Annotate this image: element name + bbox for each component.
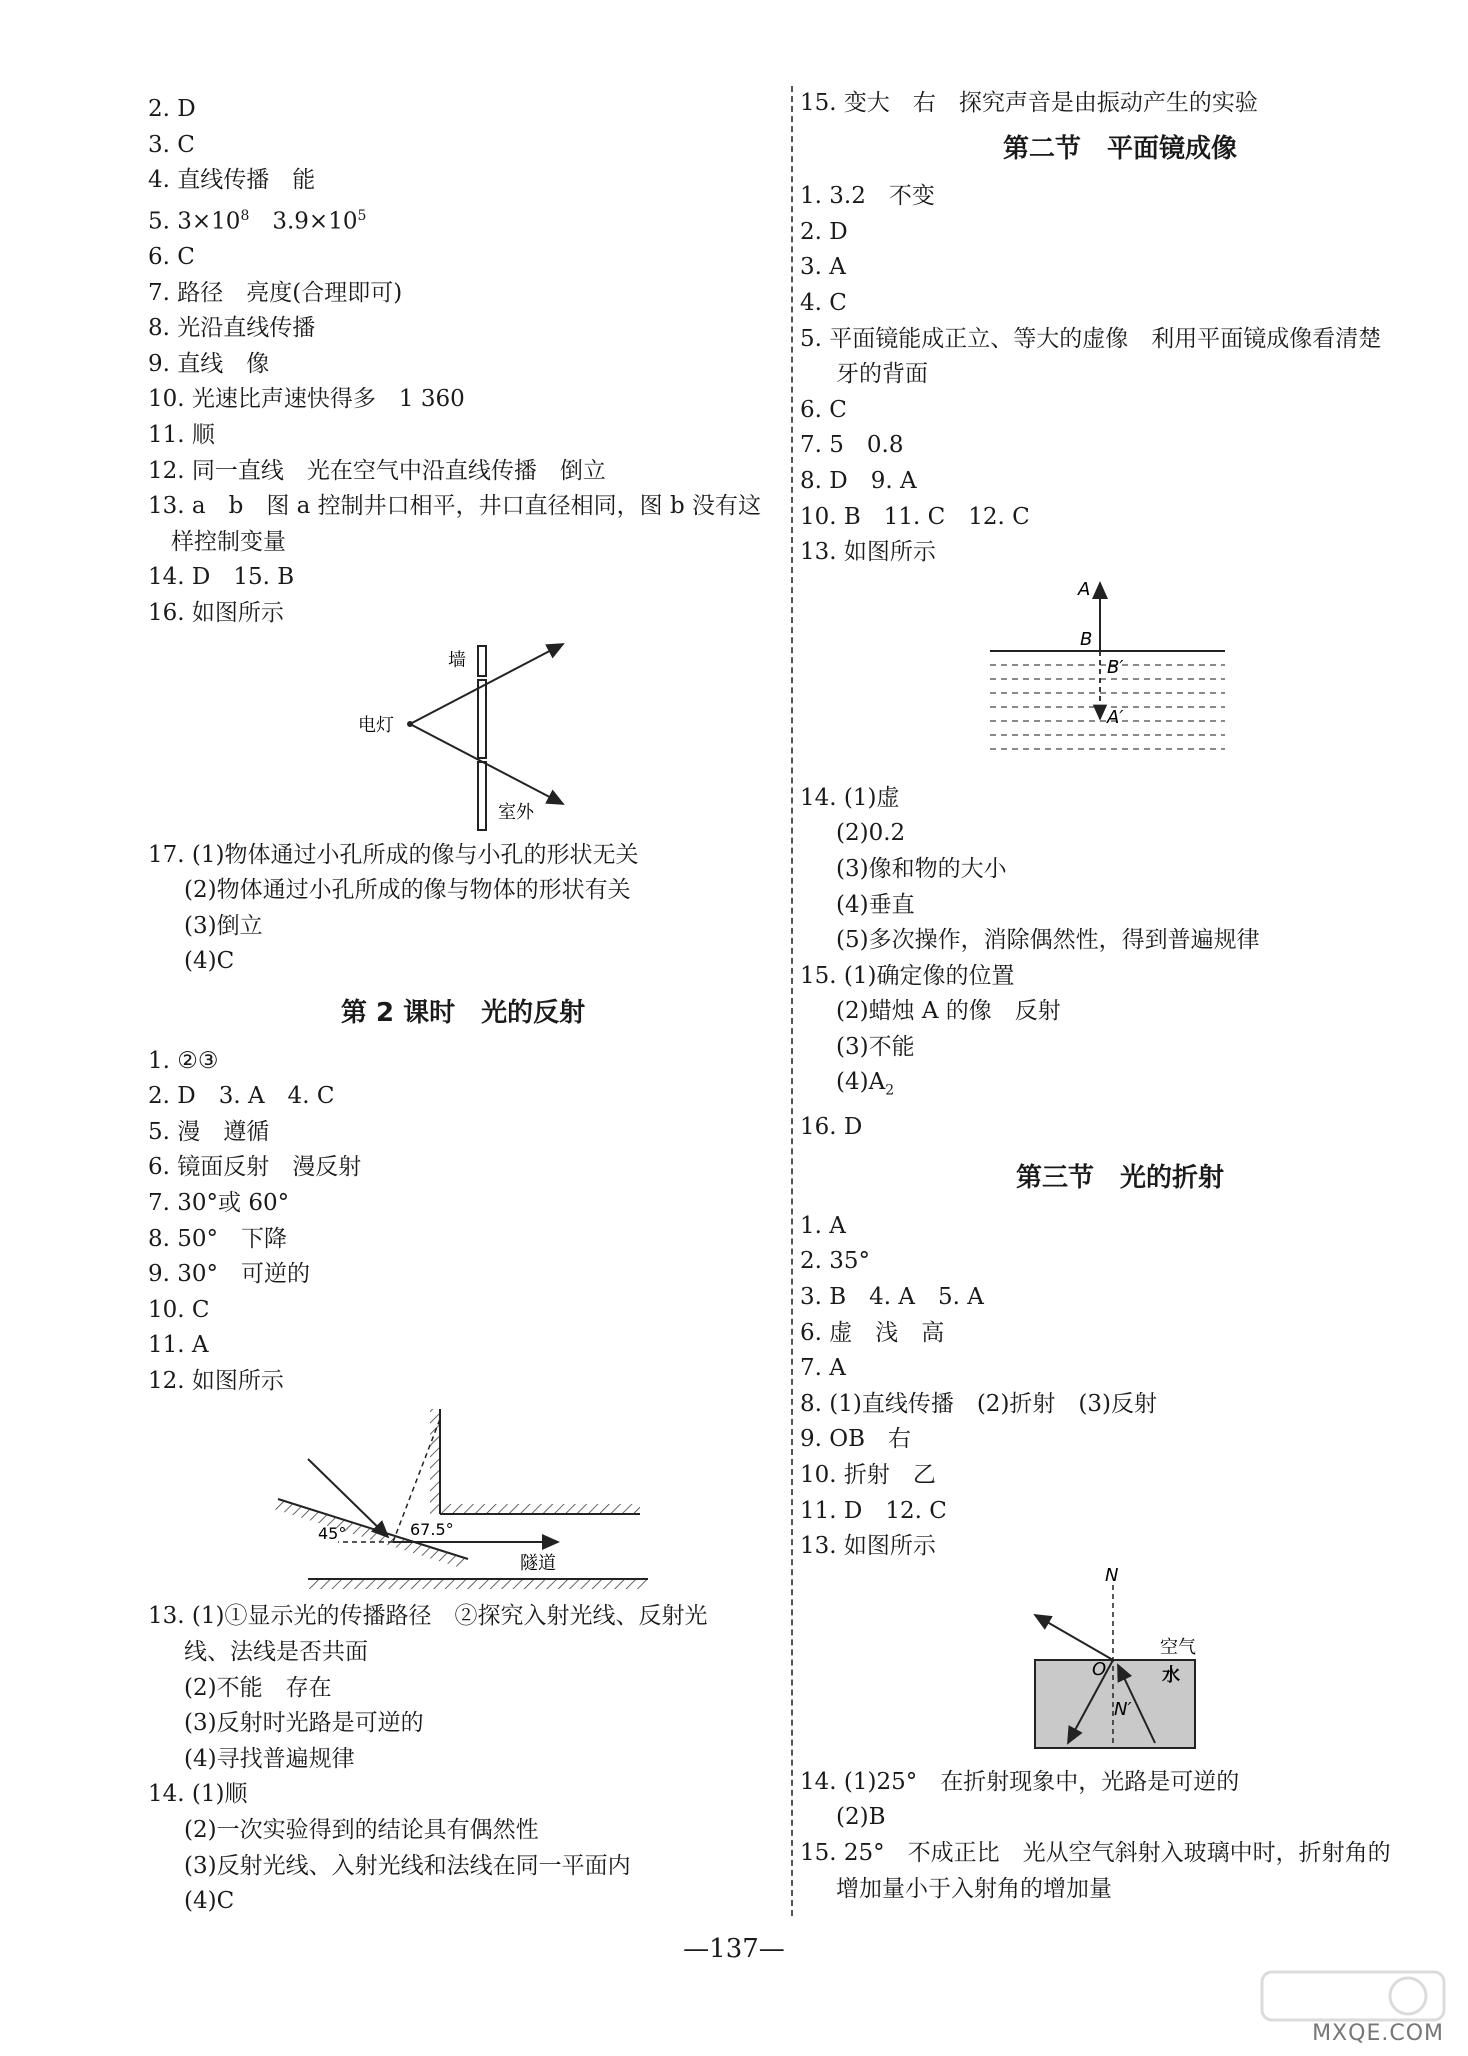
wall-label: 墙 xyxy=(448,649,466,671)
answer-line: 14. D 15. B xyxy=(148,564,295,591)
answer-line: (4)寻找普遍规律 xyxy=(184,1745,355,1772)
answer-line: 14. (1)顺 xyxy=(148,1781,248,1808)
answer-line: (3)像和物的大小 xyxy=(836,855,1007,882)
answer-line: (3)倒立 xyxy=(184,912,263,939)
answer-line: 9. 30° 可逆的 xyxy=(148,1261,311,1288)
answer-line: 6. 虚 浅 高 xyxy=(800,1319,945,1346)
answer-line: 15. (1)确定像的位置 xyxy=(800,962,1015,989)
water-label: 水 xyxy=(1162,1664,1180,1686)
answer-line: 10. 折射 乙 xyxy=(800,1462,936,1488)
refracted-out-ray xyxy=(1035,1615,1113,1660)
answer-line: 12. 同一直线 光在空气中沿直线传播 倒立 xyxy=(148,457,606,484)
answer-line: 7. A xyxy=(800,1355,846,1382)
figure-12-tunnel-reflection xyxy=(148,1399,778,1599)
ground-hatch xyxy=(440,1504,640,1514)
answer-line: (2)一次实验得到的结论具有偶然性 xyxy=(184,1817,539,1844)
point-a-label: A xyxy=(1078,578,1091,600)
watermark-text: MXQE.COM xyxy=(1312,2021,1444,2046)
answer-line: 1. ②③ xyxy=(148,1047,219,1074)
section-heading: 第二节 平面镜成像 xyxy=(1002,133,1237,164)
column-divider xyxy=(791,86,793,1916)
answer-line: (2)0.2 xyxy=(836,820,906,847)
answer-line: 14. (1)虚 xyxy=(800,784,900,811)
bottom-hatch xyxy=(308,1579,648,1589)
answer-line: 10. B 11. C 12. C xyxy=(800,503,1030,530)
answer-line: 3. C xyxy=(148,131,195,158)
answer-line: 线、法线是否共面 xyxy=(184,1639,368,1666)
normal-n-prime-label: N′ xyxy=(1114,1698,1132,1720)
answer-line: 2. D xyxy=(148,96,196,122)
answer-line: 10. C xyxy=(148,1296,210,1323)
answer-line: 4. C xyxy=(800,289,847,316)
answer-line: 15. 变大 右 探究声音是由振动产生的实验 xyxy=(800,90,1258,116)
point-o-label: O xyxy=(1092,1658,1107,1680)
answer-line: 增加量小于入射角的增加量 xyxy=(836,1875,1112,1902)
answer-line: (2)蜡烛 A 的像 反射 xyxy=(836,998,1061,1025)
answer-line: 16. D xyxy=(800,1113,863,1140)
answer-line: 牙的背面 xyxy=(836,361,928,388)
answer-line: 3. A xyxy=(800,254,846,281)
figure-13-mirror-image xyxy=(800,571,1440,781)
answer-line: 2. D 3. A 4. C xyxy=(148,1083,335,1110)
answer-line: (2)物体通过小孔所成的像与物体的形状有关 xyxy=(184,877,631,904)
lamp-label: 电灯 xyxy=(358,714,394,736)
section-heading: 第三节 光的折射 xyxy=(1015,1163,1224,1194)
normal-n-label: N xyxy=(1105,1564,1119,1586)
answer-line-15-4: $(4)A_2$ xyxy=(836,1069,895,1100)
answer-line: (4)C xyxy=(184,1888,235,1915)
answer-line: 7. 5 0.8 xyxy=(800,432,904,459)
outside-label: 室外 xyxy=(498,801,534,823)
left-column xyxy=(148,92,778,1920)
right-column xyxy=(800,86,1440,1907)
answer-line: 9. OB 右 xyxy=(800,1426,912,1453)
answer-line: 6. 镜面反射 漫反射 xyxy=(148,1154,362,1181)
answer-line: 13. a b 图 a 控制井口相平，井口直径相同，图 b 没有这 xyxy=(148,493,762,520)
wall-bottom xyxy=(478,762,486,830)
answer-line: 15. 25° 不成正比 光从空气斜射入玻璃中时，折射角的 xyxy=(800,1839,1391,1866)
answer-line: 6. C xyxy=(148,244,195,271)
air-label: 空气 xyxy=(1160,1636,1196,1658)
answer-line: 17. (1)物体通过小孔所成的像与小孔的形状无关 xyxy=(148,841,639,868)
answer-line: (2)B xyxy=(836,1804,886,1831)
answer-line: 9. 直线 像 xyxy=(148,350,270,377)
answer-line: 13. 如图所示 xyxy=(800,539,936,566)
answer-line: 7. 30°或 60° xyxy=(148,1189,290,1216)
answer-line: 5. 平面镜能成正立、等大的虚像 利用平面镜成像看清楚 xyxy=(800,325,1382,352)
answer-line: (3)反射时光路是可逆的 xyxy=(184,1710,424,1737)
answer-line: 1. A xyxy=(800,1212,846,1239)
answer-line: 2. D xyxy=(800,218,848,245)
page-number: —137— xyxy=(683,1934,785,1964)
tunnel-label: 隧道 xyxy=(520,1553,556,1575)
answer-line: 11. D 12. C xyxy=(800,1497,947,1524)
answer-line: 7. 路径 亮度(合理即可) xyxy=(148,279,403,306)
cliff-hatch xyxy=(430,1409,440,1514)
answer-line: (2)不能 存在 xyxy=(184,1674,332,1701)
angle-67-label: 67.5° xyxy=(410,1520,454,1540)
answer-line: 2. 35° xyxy=(800,1248,871,1275)
section-heading: 第 2 课时 光的反射 xyxy=(340,997,586,1028)
answer-line: 8. (1)直线传播 (2)折射 (3)反射 xyxy=(800,1390,1157,1417)
answer-line: 1. 3.2 不变 xyxy=(800,183,935,210)
answer-line: 13. 如图所示 xyxy=(800,1533,936,1560)
answer-line: 11. 顺 xyxy=(148,422,215,448)
answer-line: 12. 如图所示 xyxy=(148,1367,284,1394)
answer-line: (4)垂直 xyxy=(836,891,915,918)
answer-line: 13. (1)①显示光的传播路径 ②探究入射光线、反射光 xyxy=(148,1603,708,1630)
point-b-prime-label: B′ xyxy=(1107,656,1124,678)
answer-line: 8. 光沿直线传播 xyxy=(148,315,316,342)
angle-45-label: 45° xyxy=(318,1524,347,1544)
point-b-label: B xyxy=(1080,628,1093,650)
answer-line: (3)不能 xyxy=(836,1033,915,1060)
point-a-prime-label: A′ xyxy=(1107,706,1124,728)
answer-line: 8. D 9. A xyxy=(800,467,917,494)
figure-13-refraction xyxy=(800,1565,1440,1765)
answer-line: (4)C xyxy=(184,948,235,975)
answer-line: 11. A xyxy=(148,1332,209,1359)
answer-line: 14. (1)25° 在折射现象中，光路是可逆的 xyxy=(800,1768,1240,1795)
answer-line: 样控制变量 xyxy=(148,528,286,555)
answer-line: 3. B 4. A 5. A xyxy=(800,1284,984,1311)
answer-line: (5)多次操作，消除偶然性，得到普遍规律 xyxy=(836,927,1260,954)
wall-middle xyxy=(478,680,486,758)
answer-line: (3)反射光线、入射光线和法线在同一平面内 xyxy=(184,1852,631,1879)
answer-line-5: 5. $3\times 10^8$ $3.9\times 10^5$ xyxy=(148,207,367,235)
answer-line: 4. 直线传播 能 xyxy=(148,167,316,194)
answer-line: 5. 漫 遵循 xyxy=(148,1118,270,1145)
answer-line: 6. C xyxy=(800,396,847,423)
answer-line: 10. 光速比声速快得多 1 360 xyxy=(148,386,465,413)
figure-16-light-path xyxy=(148,632,778,838)
answer-line: 8. 50° 下降 xyxy=(148,1225,288,1252)
wall-top xyxy=(478,646,486,676)
answer-line: 16. 如图所示 xyxy=(148,599,284,626)
